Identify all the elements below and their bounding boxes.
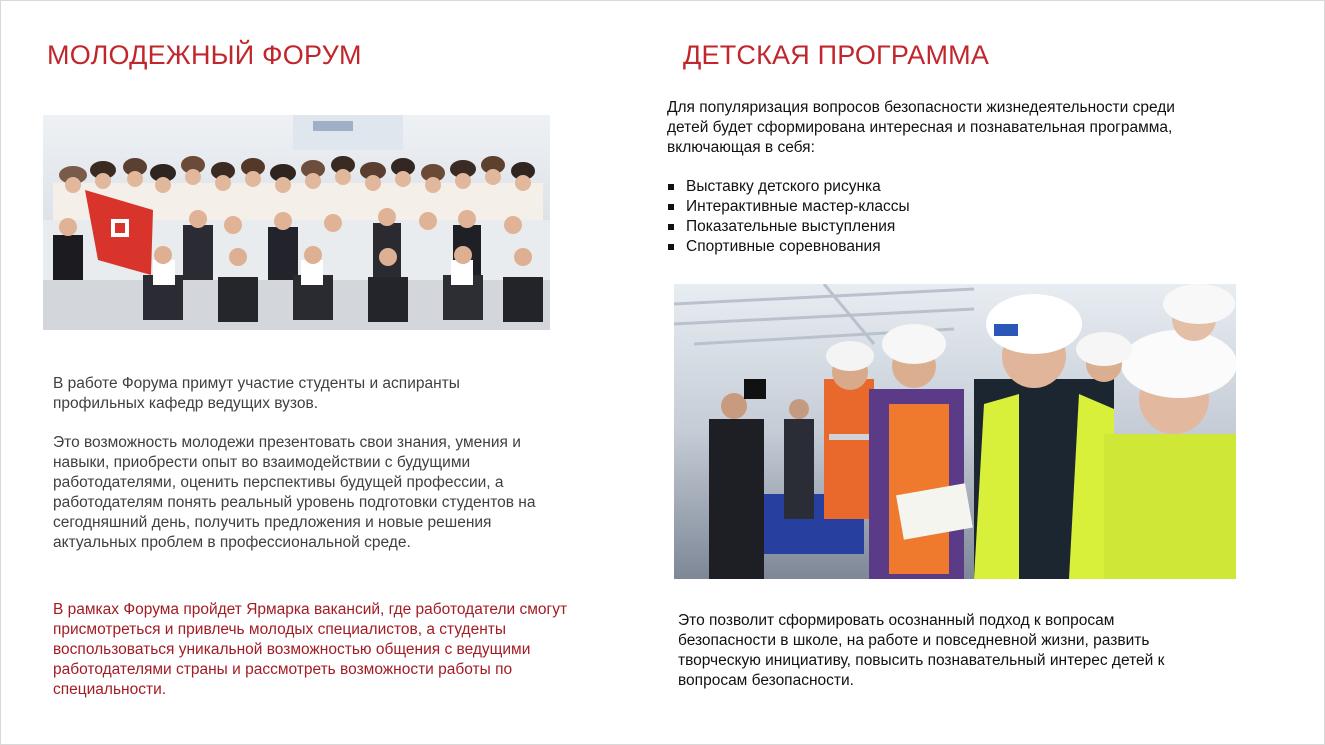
kids-program-photo-image (674, 284, 1236, 579)
list-item (667, 197, 1187, 217)
list-item-label: Интерактивные мастер-классы (686, 198, 910, 215)
kids-program-list (667, 177, 1187, 257)
text-line: безопасности в школе, на работе и повседневной жизни, развить (678, 632, 1150, 649)
text-line: Для популяризация вопросов безопасности жизнедеятельности среди (667, 99, 1175, 116)
text-line: воспользоваться уникальной возможностью общения с ведущими (53, 641, 531, 658)
text-line: В работе Форума примут участие студенты и аспиранты (53, 375, 460, 392)
text-line: работодателями страны и рассмотреть возможности работы по (53, 661, 513, 678)
text-line: детей будет сформирована интересная и познавательная программа, (667, 119, 1173, 136)
text-line: включающая в себя: (667, 139, 815, 156)
kids-program-title: ДЕТСКАЯ ПРОГРАММА (683, 40, 990, 70)
text-line: сегодняшний день, получить предложения и новые решения (53, 514, 492, 531)
list-item-label: Выставку детского рисунка (686, 178, 881, 195)
list-item (667, 177, 1187, 197)
text-line: присмотреться и привлечь молодых специалистов, а студенты (53, 621, 507, 638)
forum-participants-text (53, 374, 573, 414)
list-item (667, 237, 1187, 257)
youth-forum-title: МОЛОДЕЖНЫЙ ФОРУМ (47, 40, 362, 70)
text-line: вопросам безопасности. (678, 672, 854, 689)
text-line: специальности. (53, 681, 167, 698)
bullet-square-icon (668, 244, 674, 250)
text-line: актуальных проблем в профессиональной среде. (53, 534, 411, 551)
youth-forum-photo (43, 115, 550, 330)
list-item (667, 217, 1187, 237)
text-line: работодателями, оценить перспективы будущей профессии, а (53, 474, 504, 491)
job-fair-text (53, 600, 613, 700)
text-line: творческую инициативу, повысить познавательный интерес детей к (678, 652, 1165, 669)
text-line: Это возможность молодежи презентовать свои знания, умения и (53, 434, 521, 451)
forum-opportunity-text (53, 433, 593, 553)
text-line: профильных кафедр ведущих вузов. (53, 395, 319, 412)
text-line: работодателям понять реальный уровень подготовки студентов на (53, 494, 536, 511)
text-line: В рамках Форума пройдет Ярмарка вакансий, где работодатели смогут (53, 601, 568, 618)
bullet-square-icon (668, 204, 674, 210)
bullet-square-icon (668, 184, 674, 190)
kids-program-photo (674, 284, 1236, 579)
youth-forum-photo-image (43, 115, 550, 330)
list-item-label: Показательные выступления (686, 218, 896, 235)
text-line: навыки, приобрести опыт во взаимодействии с будущими (53, 454, 471, 471)
kids-program-outcome (678, 611, 1238, 691)
kids-program-intro (667, 98, 1227, 158)
text-line: Это позволит сформировать осознанный подход к вопросам (678, 612, 1115, 629)
bullet-square-icon (668, 224, 674, 230)
list-item-label: Спортивные соревнования (686, 238, 881, 255)
